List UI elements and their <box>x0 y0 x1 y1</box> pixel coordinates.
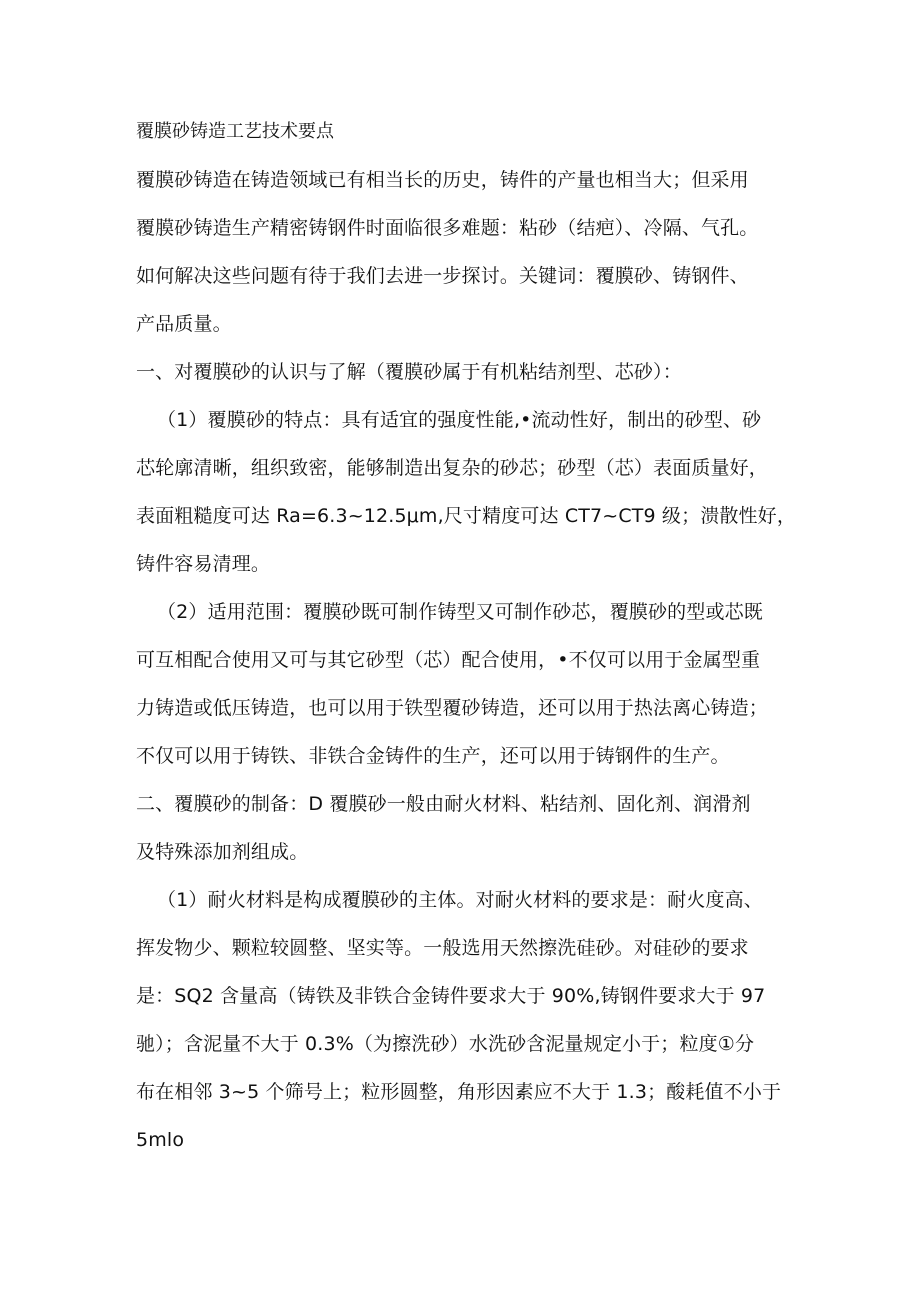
text-line: 布在相邻 3~5 个筛号上；粒形圆整，角形因素应不大于 1.3；酸耗值不小于 <box>136 1081 782 1103</box>
text-line: 如何解决这些问题有待于我们去进一步探讨。关键词：覆膜砂、铸钢件、 <box>136 265 749 287</box>
document-title: 覆膜砂铸造工艺技术要点 <box>136 121 334 142</box>
text-line: 覆膜砂铸造在铸造领域已有相当长的历史，铸件的产量也相当大；但采用 <box>136 169 749 191</box>
text-line: 是：SQ2 含量高（铸铁及非铁合金铸件要求大于 90%,铸钢件要求大于 97 <box>136 985 766 1007</box>
text-line: 及特殊添加剂组成。 <box>136 841 309 863</box>
section-heading: 二、覆膜砂的制备：D 覆膜砂一般由耐火材料、粘结剂、固化剂、润滑剂 <box>136 793 751 815</box>
text-line: 铸件容易清理。 <box>136 553 271 575</box>
text-line: 产品质量。 <box>136 313 232 335</box>
text-line: 不仅可以用于铸铁、非铁合金铸件的生产，还可以用于铸钢件的生产。 <box>136 745 730 767</box>
text-line: 芯轮廓清晰，组织致密，能够制造出复杂的砂芯；砂型（芯）表面质量好， <box>136 457 768 479</box>
text-line: 驰）；含泥量不大于 0.3%（为擦洗砂）水洗砂含泥量规定小于；粒度①分 <box>136 1033 755 1055</box>
text-line: 表面粗糙度可达 Ra=6.3~12.5μm,尺寸精度可达 CT7~CT9 级；溃散性好， <box>136 505 796 527</box>
text-line: 可互相配合使用又可与其它砂型（芯）配合使用，•不仅可以用于金属型重 <box>136 649 761 671</box>
text-line: 挥发物少、颗粒较圆整、坚实等。一般选用天然擦洗硅砂。对硅砂的要求 <box>136 937 749 959</box>
text-line: （1）耐火材料是构成覆膜砂的主体。对耐火材料的要求是：耐火度高、 <box>157 889 763 911</box>
text-line: 5mlo <box>136 1129 185 1151</box>
text-line: 力铸造或低压铸造，也可以用于铁型覆砂铸造，还可以用于热法离心铸造； <box>136 697 768 719</box>
text-line: （2）适用范围：覆膜砂既可制作铸型又可制作砂芯，覆膜砂的型或芯既 <box>157 601 763 623</box>
section-heading: 一、对覆膜砂的认识与了解（覆膜砂属于有机粘结剂型、芯砂）： <box>136 361 682 383</box>
text-line: （1）覆膜砂的特点：具有适宜的强度性能,•流动性好，制出的砂型、砂 <box>157 409 762 431</box>
text-line: 覆膜砂铸造生产精密铸钢件时面临很多难题：粘砂（结疤）、冷隔、气孔。 <box>136 217 759 239</box>
